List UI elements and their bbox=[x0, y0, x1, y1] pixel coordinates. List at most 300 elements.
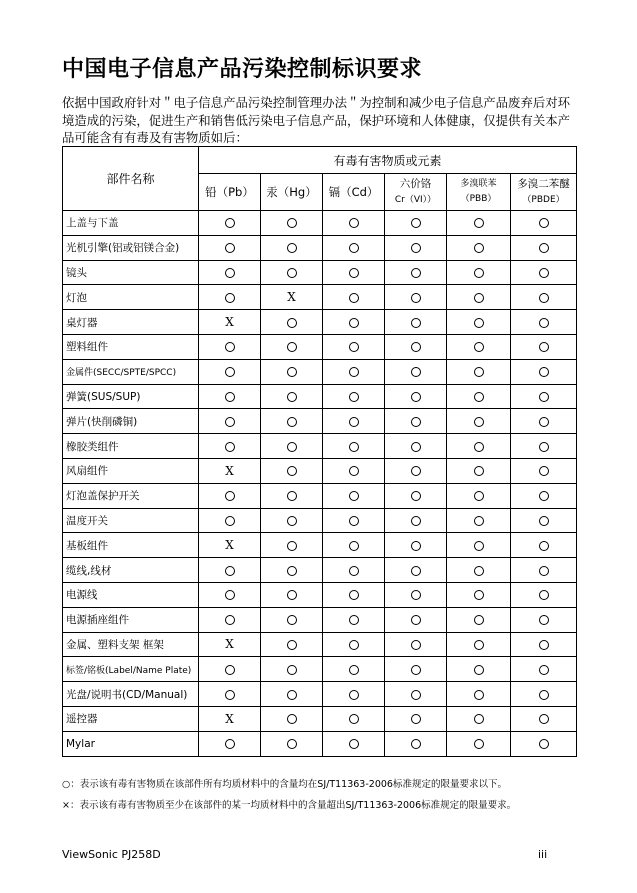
substance-value-cell bbox=[447, 508, 511, 533]
substance-value-cell bbox=[323, 458, 385, 483]
circle-legend-note: ○：表示该有毒有害物质在该部件所有均质材料中的含量均在SJ/T11363-2006标准规定的限量要求以下。 bbox=[62, 779, 507, 790]
substance-value-cell bbox=[511, 706, 577, 731]
compliant-circle-mark bbox=[539, 367, 549, 377]
substance-value-cell bbox=[261, 582, 323, 607]
substance-value-cell bbox=[199, 657, 261, 682]
substance-value-cell bbox=[385, 235, 447, 260]
table-row bbox=[63, 310, 577, 335]
substance-value-cell bbox=[323, 235, 385, 260]
substance-name: 六价铬 bbox=[399, 178, 432, 190]
table-row bbox=[63, 558, 577, 583]
part-name-cell: 灯泡盖保护开关 bbox=[63, 483, 199, 508]
substance-name: 多溴联苯 bbox=[460, 179, 497, 189]
substance-value-cell bbox=[199, 558, 261, 583]
substance-value-cell bbox=[199, 260, 261, 285]
compliant-circle-mark bbox=[411, 566, 421, 576]
compliant-circle-mark bbox=[287, 516, 297, 526]
compliant-circle-mark bbox=[349, 268, 359, 278]
compliant-circle-mark bbox=[349, 318, 359, 328]
substance-value-cell bbox=[385, 483, 447, 508]
compliant-circle-mark bbox=[349, 714, 359, 724]
compliant-circle-mark bbox=[225, 243, 235, 253]
substance-value-cell bbox=[447, 359, 511, 384]
substance-value-cell bbox=[385, 359, 447, 384]
substance-value-cell bbox=[385, 334, 447, 359]
compliant-circle-mark bbox=[539, 318, 549, 328]
compliant-circle-mark bbox=[349, 615, 359, 625]
compliant-circle-mark bbox=[287, 665, 297, 675]
compliant-circle-mark bbox=[411, 739, 421, 749]
substance-value-cell bbox=[261, 310, 323, 335]
compliant-circle-mark bbox=[539, 739, 549, 749]
substance-value-cell bbox=[447, 384, 511, 409]
exceeds-cross-mark: X bbox=[225, 463, 234, 478]
compliant-circle-mark bbox=[349, 218, 359, 228]
compliant-circle-mark bbox=[539, 342, 549, 352]
substance-value-cell bbox=[199, 285, 261, 310]
table-row bbox=[63, 434, 577, 459]
compliant-circle-mark bbox=[474, 367, 484, 377]
substance-value-cell bbox=[261, 632, 323, 657]
substance-header bbox=[511, 174, 577, 211]
compliant-circle-mark bbox=[474, 318, 484, 328]
compliant-circle-mark bbox=[411, 243, 421, 253]
compliant-circle-mark bbox=[225, 268, 235, 278]
substance-header bbox=[447, 174, 511, 211]
compliant-circle-mark bbox=[225, 342, 235, 352]
substance-value-cell bbox=[511, 260, 577, 285]
compliant-circle-mark bbox=[287, 417, 297, 427]
compliant-circle-mark bbox=[539, 516, 549, 526]
substance-value-cell bbox=[385, 508, 447, 533]
compliant-circle-mark bbox=[225, 590, 235, 600]
compliant-circle-mark bbox=[349, 690, 359, 700]
compliant-circle-mark bbox=[287, 342, 297, 352]
substance-value-cell bbox=[447, 682, 511, 707]
substance-value-cell bbox=[385, 706, 447, 731]
compliant-circle-mark bbox=[539, 615, 549, 625]
compliant-circle-mark bbox=[474, 417, 484, 427]
substance-value-cell bbox=[323, 558, 385, 583]
substance-symbol: （PBB） bbox=[460, 194, 497, 204]
compliant-circle-mark bbox=[411, 392, 421, 402]
compliant-circle-mark bbox=[287, 615, 297, 625]
compliant-circle-mark bbox=[287, 640, 297, 650]
compliant-circle-mark bbox=[474, 342, 484, 352]
table-row bbox=[63, 706, 577, 731]
compliant-circle-mark bbox=[349, 367, 359, 377]
part-name-header: 部件名称 bbox=[63, 147, 199, 211]
compliant-circle-mark bbox=[411, 342, 421, 352]
compliant-circle-mark bbox=[411, 442, 421, 452]
substance-value-cell bbox=[385, 558, 447, 583]
compliant-circle-mark bbox=[411, 466, 421, 476]
substance-value-cell bbox=[261, 260, 323, 285]
compliant-circle-mark bbox=[411, 516, 421, 526]
substance-value-cell bbox=[385, 458, 447, 483]
compliant-circle-mark bbox=[349, 566, 359, 576]
substance-value-cell bbox=[323, 384, 385, 409]
part-name-cell: 电源插座组件 bbox=[63, 607, 199, 632]
substance-value-cell bbox=[447, 731, 511, 756]
substance-symbol: （PBDE） bbox=[522, 195, 565, 205]
footer-page-number: iii bbox=[538, 848, 548, 861]
substance-value-cell bbox=[199, 533, 261, 558]
compliant-circle-mark bbox=[474, 690, 484, 700]
substance-value-cell bbox=[323, 582, 385, 607]
substance-value-cell bbox=[385, 260, 447, 285]
exceeds-cross-mark: X bbox=[225, 711, 234, 726]
compliant-circle-mark bbox=[349, 243, 359, 253]
compliant-circle-mark bbox=[287, 466, 297, 476]
substances-group-header: 有毒有害物质或元素 bbox=[199, 147, 577, 174]
table-row bbox=[63, 731, 577, 756]
compliant-circle-mark bbox=[539, 243, 549, 253]
substance-value-cell bbox=[199, 682, 261, 707]
part-name-cell: 上盖与下盖 bbox=[63, 211, 199, 236]
compliant-circle-mark bbox=[539, 690, 549, 700]
compliant-circle-mark bbox=[411, 367, 421, 377]
compliant-circle-mark bbox=[349, 590, 359, 600]
compliant-circle-mark bbox=[474, 541, 484, 551]
substance-value-cell bbox=[199, 310, 261, 335]
substance-value-cell bbox=[199, 483, 261, 508]
substance-value-cell bbox=[199, 211, 261, 236]
table-row bbox=[63, 384, 577, 409]
substance-value-cell bbox=[511, 409, 577, 434]
compliant-circle-mark bbox=[474, 714, 484, 724]
table-row bbox=[63, 657, 577, 682]
compliant-circle-mark bbox=[539, 491, 549, 501]
substance-name: 铅（Pb） bbox=[205, 185, 254, 199]
compliant-circle-mark bbox=[225, 690, 235, 700]
compliant-circle-mark bbox=[225, 615, 235, 625]
substance-value-cell bbox=[199, 434, 261, 459]
compliant-circle-mark bbox=[349, 640, 359, 650]
table-row bbox=[63, 632, 577, 657]
substance-value-cell bbox=[323, 359, 385, 384]
substance-value-cell bbox=[261, 211, 323, 236]
compliant-circle-mark bbox=[539, 541, 549, 551]
substance-value-cell bbox=[199, 334, 261, 359]
substance-value-cell bbox=[385, 310, 447, 335]
substance-value-cell bbox=[261, 235, 323, 260]
table-row bbox=[63, 334, 577, 359]
compliant-circle-mark bbox=[287, 392, 297, 402]
substance-value-cell bbox=[261, 483, 323, 508]
compliant-circle-mark bbox=[474, 466, 484, 476]
substance-value-cell bbox=[511, 558, 577, 583]
table-row bbox=[63, 682, 577, 707]
substance-value-cell bbox=[385, 285, 447, 310]
compliant-circle-mark bbox=[287, 590, 297, 600]
substance-value-cell bbox=[199, 706, 261, 731]
compliant-circle-mark bbox=[287, 714, 297, 724]
substance-value-cell bbox=[447, 211, 511, 236]
substance-value-cell bbox=[323, 508, 385, 533]
compliant-circle-mark bbox=[349, 665, 359, 675]
compliant-circle-mark bbox=[539, 714, 549, 724]
substance-value-cell bbox=[447, 632, 511, 657]
compliant-circle-mark bbox=[539, 218, 549, 228]
part-name-cell: 镜头 bbox=[63, 260, 199, 285]
compliant-circle-mark bbox=[411, 590, 421, 600]
substance-value-cell bbox=[511, 458, 577, 483]
cross-legend-note: ×：表示该有毒有害物质至少在该部件的某一均质材料中的含量超出SJ/T11363-2006标准规定的限量要求。 bbox=[62, 800, 517, 811]
substance-value-cell bbox=[261, 731, 323, 756]
substance-value-cell bbox=[385, 632, 447, 657]
substance-value-cell bbox=[385, 582, 447, 607]
substance-symbol: Cr（VI）） bbox=[394, 195, 437, 205]
substance-value-cell bbox=[323, 632, 385, 657]
exceeds-cross-mark: X bbox=[225, 637, 234, 652]
part-name-cell: 缆线,线材 bbox=[63, 558, 199, 583]
compliant-circle-mark bbox=[349, 417, 359, 427]
substance-value-cell bbox=[511, 682, 577, 707]
compliant-circle-mark bbox=[539, 590, 549, 600]
substance-value-cell bbox=[511, 508, 577, 533]
substance-value-cell bbox=[261, 682, 323, 707]
substance-value-cell bbox=[323, 285, 385, 310]
compliant-circle-mark bbox=[539, 442, 549, 452]
substance-value-cell bbox=[447, 409, 511, 434]
compliant-circle-mark bbox=[539, 417, 549, 427]
table-row bbox=[63, 359, 577, 384]
compliant-circle-mark bbox=[474, 392, 484, 402]
substance-value-cell bbox=[323, 706, 385, 731]
compliant-circle-mark bbox=[225, 665, 235, 675]
compliant-circle-mark bbox=[474, 615, 484, 625]
table-row bbox=[63, 235, 577, 260]
footer-model: ViewSonic PJ258D bbox=[62, 848, 161, 861]
substance-value-cell bbox=[385, 384, 447, 409]
substance-value-cell bbox=[261, 384, 323, 409]
compliant-circle-mark bbox=[411, 318, 421, 328]
substance-value-cell bbox=[261, 533, 323, 558]
substance-value-cell bbox=[447, 285, 511, 310]
substance-value-cell bbox=[385, 731, 447, 756]
part-name-cell: 温度开关 bbox=[63, 508, 199, 533]
substance-value-cell bbox=[447, 434, 511, 459]
substance-value-cell bbox=[447, 310, 511, 335]
compliant-circle-mark bbox=[539, 640, 549, 650]
compliant-circle-mark bbox=[225, 218, 235, 228]
part-name-cell: 橡胶类组件 bbox=[63, 434, 199, 459]
substance-value-cell bbox=[323, 483, 385, 508]
substance-value-cell bbox=[323, 310, 385, 335]
substance-value-cell bbox=[511, 334, 577, 359]
substance-value-cell bbox=[199, 409, 261, 434]
compliant-circle-mark bbox=[225, 516, 235, 526]
substance-value-cell bbox=[199, 384, 261, 409]
substance-value-cell bbox=[199, 607, 261, 632]
substance-value-cell bbox=[261, 334, 323, 359]
compliant-circle-mark bbox=[349, 739, 359, 749]
compliant-circle-mark bbox=[411, 714, 421, 724]
part-name-cell: 塑料组件 bbox=[63, 334, 199, 359]
substance-value-cell bbox=[447, 260, 511, 285]
substance-value-cell bbox=[447, 657, 511, 682]
substance-value-cell bbox=[447, 558, 511, 583]
part-name-cell: 遥控器 bbox=[63, 706, 199, 731]
substance-value-cell bbox=[511, 607, 577, 632]
compliant-circle-mark bbox=[411, 417, 421, 427]
substance-value-cell bbox=[323, 260, 385, 285]
compliant-circle-mark bbox=[539, 466, 549, 476]
compliant-circle-mark bbox=[225, 293, 235, 303]
substance-value-cell bbox=[511, 211, 577, 236]
compliant-circle-mark bbox=[225, 566, 235, 576]
compliant-circle-mark bbox=[411, 690, 421, 700]
compliant-circle-mark bbox=[225, 392, 235, 402]
substance-value-cell bbox=[447, 607, 511, 632]
compliant-circle-mark bbox=[539, 268, 549, 278]
substance-value-cell bbox=[323, 682, 385, 707]
compliant-circle-mark bbox=[349, 293, 359, 303]
compliant-circle-mark bbox=[474, 739, 484, 749]
compliant-circle-mark bbox=[474, 243, 484, 253]
compliant-circle-mark bbox=[474, 665, 484, 675]
table-row bbox=[63, 260, 577, 285]
substance-value-cell bbox=[385, 682, 447, 707]
part-name-cell: 弹簧(SUS/SUP) bbox=[63, 384, 199, 409]
compliant-circle-mark bbox=[287, 367, 297, 377]
substance-value-cell bbox=[261, 458, 323, 483]
part-name-cell: 光盘/说明书(CD/Manual) bbox=[63, 682, 199, 707]
compliant-circle-mark bbox=[539, 392, 549, 402]
compliant-circle-mark bbox=[225, 442, 235, 452]
compliant-circle-mark bbox=[539, 293, 549, 303]
substance-value-cell bbox=[323, 409, 385, 434]
compliant-circle-mark bbox=[287, 541, 297, 551]
substance-value-cell bbox=[447, 706, 511, 731]
substance-value-cell bbox=[261, 558, 323, 583]
compliant-circle-mark bbox=[539, 566, 549, 576]
part-name-cell: 光机引擎(铝或铝镁合金) bbox=[63, 235, 199, 260]
substance-value-cell bbox=[511, 731, 577, 756]
compliant-circle-mark bbox=[225, 417, 235, 427]
substance-name: 镉（Cd） bbox=[328, 185, 379, 199]
substance-value-cell bbox=[323, 334, 385, 359]
part-name-cell: 电源线 bbox=[63, 582, 199, 607]
substance-value-cell bbox=[323, 657, 385, 682]
compliant-circle-mark bbox=[411, 665, 421, 675]
substance-header bbox=[261, 174, 323, 211]
compliant-circle-mark bbox=[287, 491, 297, 501]
substance-header bbox=[323, 174, 385, 211]
substance-value-cell bbox=[385, 533, 447, 558]
substance-value-cell bbox=[385, 607, 447, 632]
compliant-circle-mark bbox=[287, 243, 297, 253]
substance-value-cell bbox=[261, 409, 323, 434]
compliant-circle-mark bbox=[411, 293, 421, 303]
part-name-cell: 桌灯器 bbox=[63, 310, 199, 335]
substance-value-cell bbox=[199, 731, 261, 756]
substance-value-cell bbox=[511, 533, 577, 558]
substance-value-cell bbox=[199, 359, 261, 384]
substance-value-cell bbox=[511, 657, 577, 682]
substance-value-cell bbox=[385, 409, 447, 434]
table-row bbox=[63, 458, 577, 483]
compliant-circle-mark bbox=[287, 566, 297, 576]
substance-name: 多溴二苯醚 bbox=[517, 178, 570, 190]
intro-paragraph: 依据中国政府针对＂电子信息产品污染控制管理办法＂为控制和减少电子信息产品废弃后对环境造成的污染，促进生产和销售低污染电子信息产品，保护环境和人体健康，仅提供有关本产品可能含有有毒及有害物质如后： bbox=[62, 95, 571, 145]
substance-value-cell bbox=[261, 434, 323, 459]
compliant-circle-mark bbox=[411, 615, 421, 625]
exceeds-cross-mark: X bbox=[287, 290, 296, 305]
substance-value-cell bbox=[511, 235, 577, 260]
compliant-circle-mark bbox=[474, 640, 484, 650]
table-row bbox=[63, 211, 577, 236]
part-name-cell: Mylar bbox=[63, 731, 199, 756]
table-row bbox=[63, 607, 577, 632]
compliant-circle-mark bbox=[225, 491, 235, 501]
compliant-circle-mark bbox=[287, 268, 297, 278]
substance-value-cell bbox=[261, 508, 323, 533]
compliant-circle-mark bbox=[411, 491, 421, 501]
substance-value-cell bbox=[447, 458, 511, 483]
substance-value-cell bbox=[511, 359, 577, 384]
substance-value-cell bbox=[261, 706, 323, 731]
substance-value-cell bbox=[261, 607, 323, 632]
compliant-circle-mark bbox=[539, 665, 549, 675]
substance-value-cell bbox=[261, 285, 323, 310]
compliant-circle-mark bbox=[474, 491, 484, 501]
page-title: 中国电子信息产品污染控制标识要求 bbox=[62, 57, 423, 82]
table-row bbox=[63, 483, 577, 508]
substance-value-cell bbox=[199, 508, 261, 533]
substance-value-cell bbox=[323, 211, 385, 236]
table-row bbox=[63, 582, 577, 607]
hazardous-substances-table bbox=[62, 146, 577, 757]
substance-header bbox=[199, 174, 261, 211]
substance-value-cell bbox=[511, 285, 577, 310]
compliant-circle-mark bbox=[474, 516, 484, 526]
substance-value-cell bbox=[261, 657, 323, 682]
substance-value-cell bbox=[447, 483, 511, 508]
substance-value-cell bbox=[385, 211, 447, 236]
compliant-circle-mark bbox=[287, 218, 297, 228]
substance-value-cell bbox=[447, 533, 511, 558]
compliant-circle-mark bbox=[287, 442, 297, 452]
substance-value-cell bbox=[323, 731, 385, 756]
substance-value-cell bbox=[511, 310, 577, 335]
exceeds-cross-mark: X bbox=[225, 315, 234, 330]
substance-value-cell bbox=[323, 434, 385, 459]
substance-value-cell bbox=[385, 657, 447, 682]
substance-value-cell bbox=[511, 582, 577, 607]
part-name-cell: 基板组件 bbox=[63, 533, 199, 558]
part-name-cell: 金属、塑料支架 框架 bbox=[63, 632, 199, 657]
compliant-circle-mark bbox=[474, 590, 484, 600]
table-row bbox=[63, 409, 577, 434]
table-row bbox=[63, 285, 577, 310]
substance-value-cell bbox=[447, 235, 511, 260]
substance-name: 汞（Hg） bbox=[266, 185, 317, 199]
exceeds-cross-mark: X bbox=[225, 538, 234, 553]
substance-value-cell bbox=[511, 384, 577, 409]
substance-value-cell bbox=[511, 483, 577, 508]
compliant-circle-mark bbox=[349, 491, 359, 501]
compliant-circle-mark bbox=[411, 268, 421, 278]
compliant-circle-mark bbox=[349, 342, 359, 352]
compliant-circle-mark bbox=[474, 218, 484, 228]
compliant-circle-mark bbox=[349, 541, 359, 551]
compliant-circle-mark bbox=[287, 318, 297, 328]
substance-value-cell bbox=[199, 632, 261, 657]
substance-value-cell bbox=[447, 334, 511, 359]
compliant-circle-mark bbox=[225, 739, 235, 749]
